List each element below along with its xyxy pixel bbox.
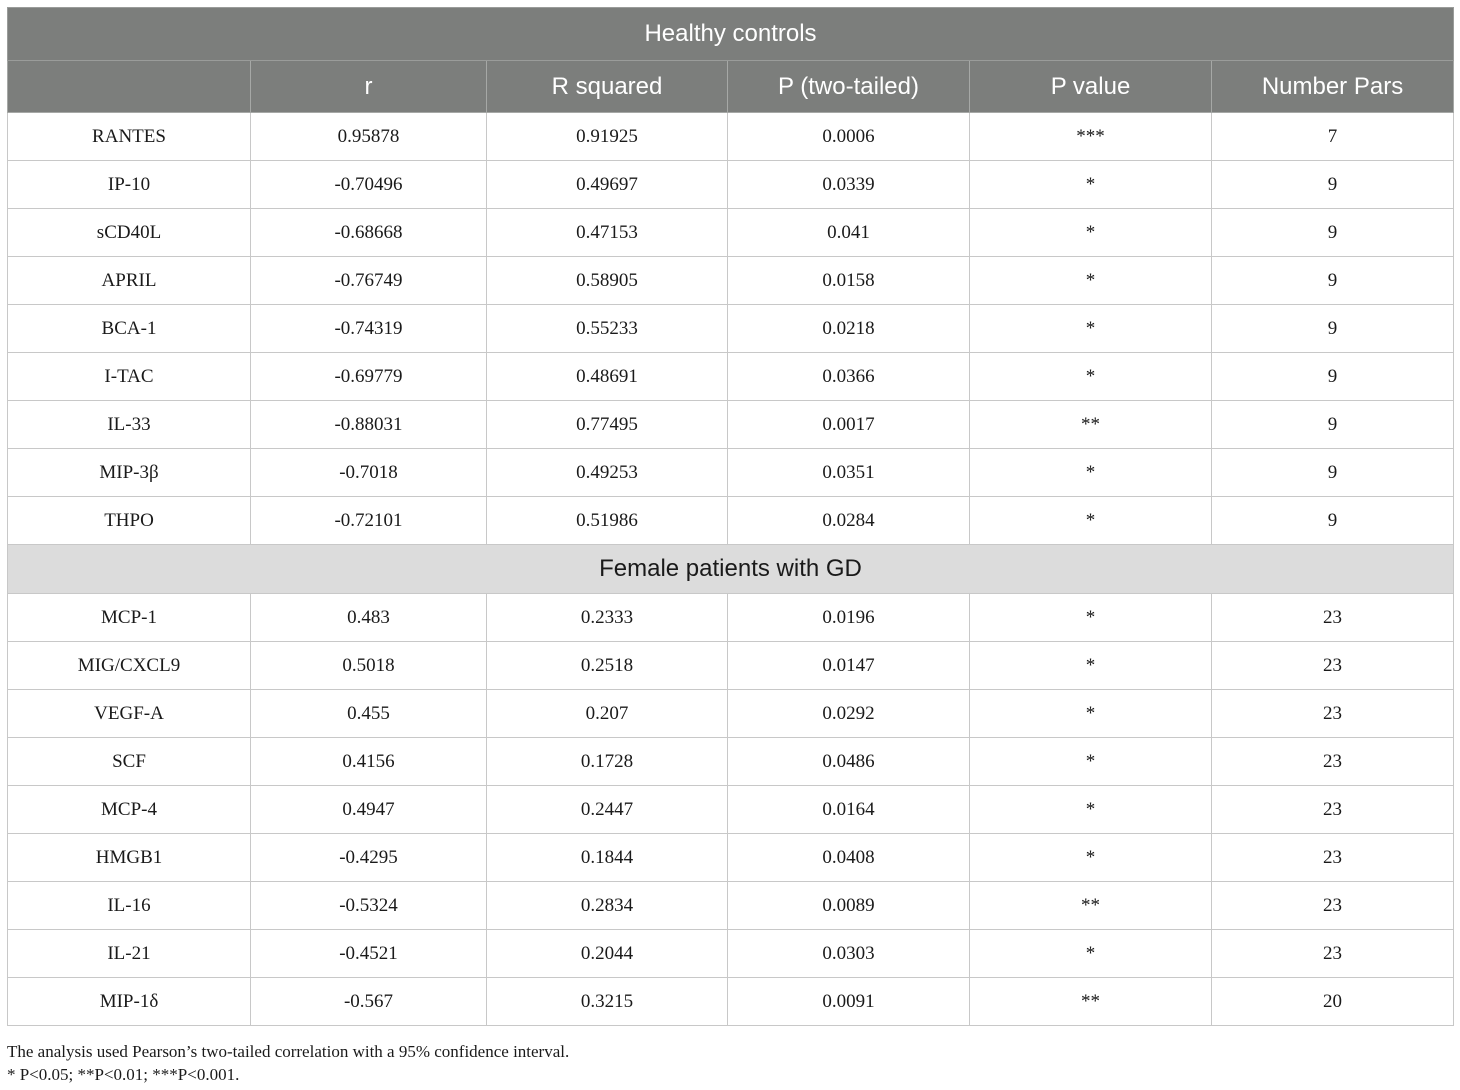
number-pairs-cell: 23: [1212, 738, 1454, 786]
number-pairs-cell: 9: [1212, 353, 1454, 401]
analyte-cell: APRIL: [8, 257, 251, 305]
r-squared-cell: 0.2447: [487, 786, 728, 834]
table-row: [8, 786, 1454, 834]
table-row: [8, 690, 1454, 738]
r-squared-cell: 0.2333: [487, 594, 728, 642]
r-squared-cell: 0.77495: [487, 401, 728, 449]
column-header-number-pairs: Number Pars: [1212, 61, 1454, 113]
table-row: [8, 353, 1454, 401]
significance-cell: *: [970, 594, 1212, 642]
column-header-marker: [8, 61, 251, 113]
table-row: [8, 209, 1454, 257]
table-row: [8, 113, 1454, 161]
p-two-tailed-cell: 0.0158: [728, 257, 970, 305]
significance-cell: *: [970, 305, 1212, 353]
number-pairs-cell: 23: [1212, 642, 1454, 690]
r-cell: -0.88031: [251, 401, 487, 449]
number-pairs-cell: 20: [1212, 978, 1454, 1026]
column-header-p-value: P value: [970, 61, 1212, 113]
table-row: [8, 594, 1454, 642]
analyte-cell: MIP-1δ: [8, 978, 251, 1026]
analyte-cell: HMGB1: [8, 834, 251, 882]
r-cell: -0.76749: [251, 257, 487, 305]
analyte-cell: BCA-1: [8, 305, 251, 353]
p-two-tailed-cell: 0.0218: [728, 305, 970, 353]
footnote-method: The analysis used Pearson’s two-tailed correlation with a 95% confidence interval.: [7, 1042, 570, 1061]
analyte-cell: IP-10: [8, 161, 251, 209]
r-cell: -0.567: [251, 978, 487, 1026]
significance-cell: *: [970, 209, 1212, 257]
number-pairs-cell: 23: [1212, 690, 1454, 738]
column-header-r: r: [251, 61, 487, 113]
footnote-significance: * P<0.05; **P<0.01; ***P<0.001.: [7, 1065, 240, 1084]
number-pairs-cell: 9: [1212, 305, 1454, 353]
number-pairs-cell: 23: [1212, 594, 1454, 642]
analyte-cell: MIG/CXCL9: [8, 642, 251, 690]
p-two-tailed-cell: 0.0408: [728, 834, 970, 882]
number-pairs-cell: 9: [1212, 161, 1454, 209]
r-squared-cell: 0.207: [487, 690, 728, 738]
p-two-tailed-cell: 0.0486: [728, 738, 970, 786]
p-two-tailed-cell: 0.0351: [728, 449, 970, 497]
r-squared-cell: 0.49697: [487, 161, 728, 209]
r-cell: 0.4947: [251, 786, 487, 834]
r-squared-cell: 0.48691: [487, 353, 728, 401]
significance-cell: *: [970, 786, 1212, 834]
female-gd-section: [8, 545, 1454, 594]
p-two-tailed-cell: 0.0089: [728, 882, 970, 930]
p-two-tailed-cell: 0.0147: [728, 642, 970, 690]
correlation-table: [7, 7, 1454, 1026]
number-pairs-cell: 9: [1212, 257, 1454, 305]
column-header-r-squared: R squared: [487, 61, 728, 113]
table-row: [8, 834, 1454, 882]
table-row: [8, 497, 1454, 545]
table-row: [8, 882, 1454, 930]
significance-cell: *: [970, 834, 1212, 882]
table-footnotes: [7, 1040, 569, 1086]
significance-cell: ***: [970, 113, 1212, 161]
female-gd-body: [8, 594, 1454, 1026]
r-cell: -0.72101: [251, 497, 487, 545]
analyte-cell: THPO: [8, 497, 251, 545]
significance-cell: *: [970, 353, 1212, 401]
r-squared-cell: 0.49253: [487, 449, 728, 497]
significance-cell: *: [970, 257, 1212, 305]
r-squared-cell: 0.2518: [487, 642, 728, 690]
table-row: [8, 257, 1454, 305]
r-squared-cell: 0.1844: [487, 834, 728, 882]
p-two-tailed-cell: 0.0339: [728, 161, 970, 209]
table-row: [8, 401, 1454, 449]
r-cell: 0.483: [251, 594, 487, 642]
r-cell: -0.69779: [251, 353, 487, 401]
table-row: [8, 449, 1454, 497]
number-pairs-cell: 23: [1212, 882, 1454, 930]
r-cell: -0.5324: [251, 882, 487, 930]
r-cell: 0.95878: [251, 113, 487, 161]
number-pairs-cell: 9: [1212, 497, 1454, 545]
analyte-cell: MIP-3β: [8, 449, 251, 497]
r-squared-cell: 0.47153: [487, 209, 728, 257]
p-two-tailed-cell: 0.041: [728, 209, 970, 257]
number-pairs-cell: 7: [1212, 113, 1454, 161]
r-cell: -0.68668: [251, 209, 487, 257]
table-row: [8, 642, 1454, 690]
column-header-row: [8, 61, 1454, 113]
r-squared-cell: 0.2044: [487, 930, 728, 978]
table-row: [8, 978, 1454, 1026]
r-cell: -0.70496: [251, 161, 487, 209]
r-squared-cell: 0.3215: [487, 978, 728, 1026]
p-two-tailed-cell: 0.0292: [728, 690, 970, 738]
r-squared-cell: 0.91925: [487, 113, 728, 161]
number-pairs-cell: 23: [1212, 834, 1454, 882]
r-squared-cell: 0.55233: [487, 305, 728, 353]
r-cell: 0.455: [251, 690, 487, 738]
p-two-tailed-cell: 0.0091: [728, 978, 970, 1026]
analyte-cell: MCP-4: [8, 786, 251, 834]
r-cell: -0.4295: [251, 834, 487, 882]
r-squared-cell: 0.2834: [487, 882, 728, 930]
number-pairs-cell: 23: [1212, 786, 1454, 834]
number-pairs-cell: 23: [1212, 930, 1454, 978]
r-squared-cell: 0.51986: [487, 497, 728, 545]
section-header-row: [8, 545, 1454, 594]
significance-cell: *: [970, 449, 1212, 497]
number-pairs-cell: 9: [1212, 209, 1454, 257]
analyte-cell: IL-16: [8, 882, 251, 930]
significance-cell: *: [970, 690, 1212, 738]
p-two-tailed-cell: 0.0196: [728, 594, 970, 642]
p-two-tailed-cell: 0.0164: [728, 786, 970, 834]
table-row: [8, 305, 1454, 353]
analyte-cell: RANTES: [8, 113, 251, 161]
column-header-p-two-tailed: P (two-tailed): [728, 61, 970, 113]
section-header-row: [8, 8, 1454, 61]
r-cell: 0.4156: [251, 738, 487, 786]
r-cell: -0.74319: [251, 305, 487, 353]
number-pairs-cell: 9: [1212, 449, 1454, 497]
significance-cell: *: [970, 497, 1212, 545]
p-two-tailed-cell: 0.0006: [728, 113, 970, 161]
r-squared-cell: 0.1728: [487, 738, 728, 786]
p-two-tailed-cell: 0.0366: [728, 353, 970, 401]
section-title-healthy-controls: Healthy controls: [8, 8, 1454, 61]
healthy-controls-body: [8, 113, 1454, 545]
r-cell: -0.4521: [251, 930, 487, 978]
analyte-cell: VEGF-A: [8, 690, 251, 738]
p-two-tailed-cell: 0.0017: [728, 401, 970, 449]
analyte-cell: MCP-1: [8, 594, 251, 642]
r-squared-cell: 0.58905: [487, 257, 728, 305]
significance-cell: *: [970, 161, 1212, 209]
significance-cell: **: [970, 978, 1212, 1026]
r-cell: -0.7018: [251, 449, 487, 497]
correlation-table-container: [7, 7, 1453, 1026]
table-row: [8, 738, 1454, 786]
significance-cell: **: [970, 401, 1212, 449]
p-two-tailed-cell: 0.0303: [728, 930, 970, 978]
analyte-cell: SCF: [8, 738, 251, 786]
analyte-cell: IL-33: [8, 401, 251, 449]
significance-cell: **: [970, 882, 1212, 930]
r-cell: 0.5018: [251, 642, 487, 690]
analyte-cell: I-TAC: [8, 353, 251, 401]
analyte-cell: sCD40L: [8, 209, 251, 257]
p-two-tailed-cell: 0.0284: [728, 497, 970, 545]
number-pairs-cell: 9: [1212, 401, 1454, 449]
significance-cell: *: [970, 930, 1212, 978]
section-title-female-gd: Female patients with GD: [8, 545, 1454, 594]
table-row: [8, 161, 1454, 209]
significance-cell: *: [970, 642, 1212, 690]
significance-cell: *: [970, 738, 1212, 786]
table-row: [8, 930, 1454, 978]
analyte-cell: IL-21: [8, 930, 251, 978]
